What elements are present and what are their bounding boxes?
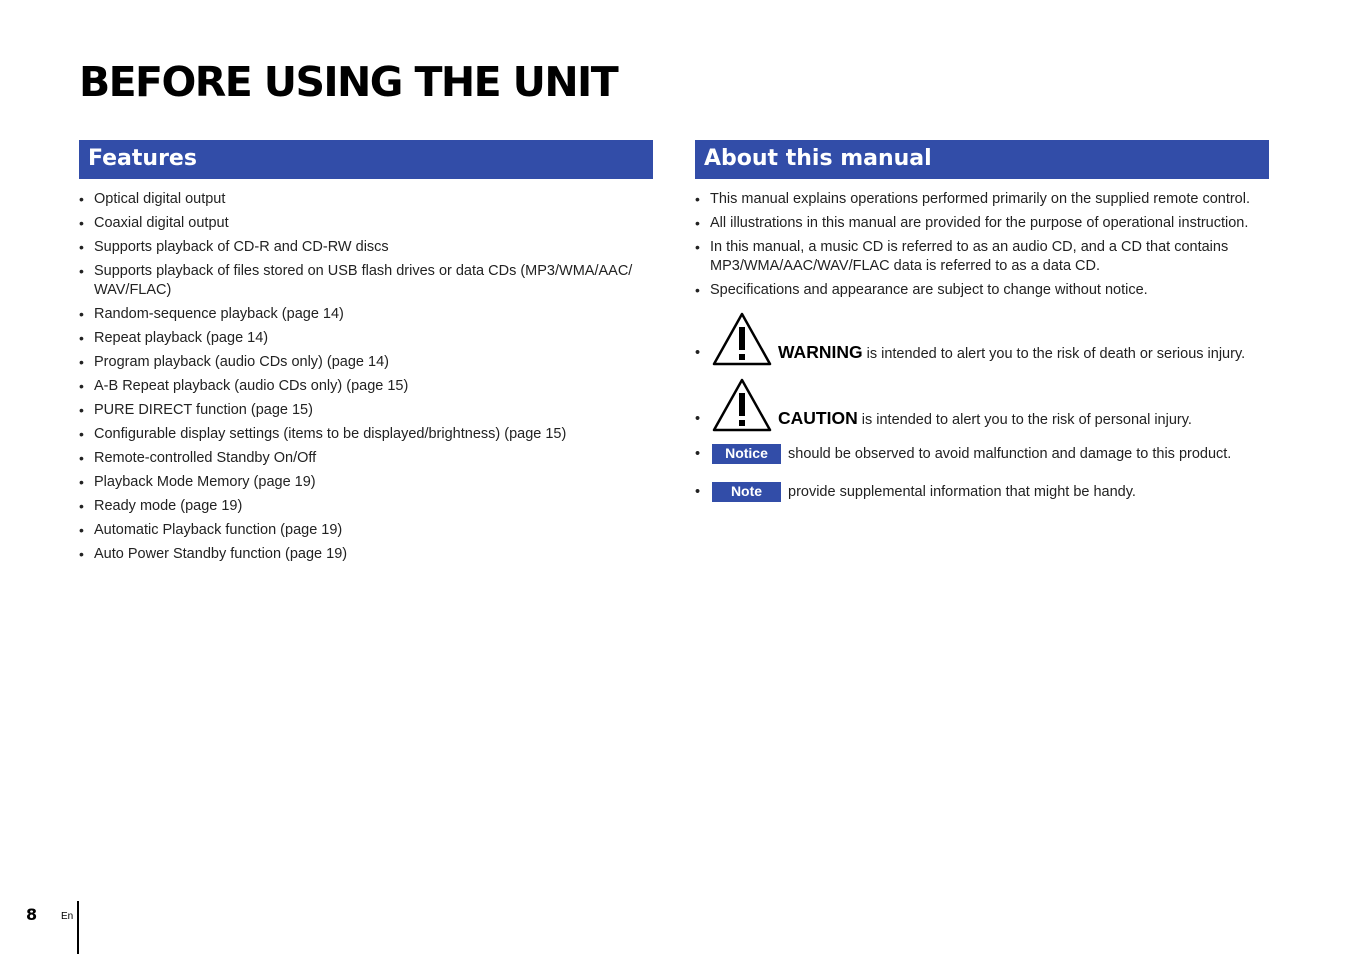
list-item: • Auto Power Standby function (page 19) xyxy=(79,545,653,564)
notice-explanation xyxy=(695,444,1275,466)
list-item: • Specifications and appearance are subject to change without notice. xyxy=(695,281,1275,300)
list-item: • A-B Repeat playback (audio CDs only) (page 15) xyxy=(79,377,653,396)
language-code: En xyxy=(61,911,74,922)
notice-text: should be observed to avoid malfunction and damage to this product. xyxy=(788,446,1232,462)
bullet: • xyxy=(695,411,701,427)
list-item: • Playback Mode Memory (page 19) xyxy=(79,473,653,492)
note-badge: Note xyxy=(712,482,781,502)
list-item: • Optical digital output xyxy=(79,190,653,209)
caution-explanation xyxy=(695,378,1275,434)
page-title: BEFORE USING THE UNIT xyxy=(79,58,618,106)
note-text: provide supplemental information that might be handy. xyxy=(788,484,1136,500)
list-item: • Remote-controlled Standby On/Off xyxy=(79,449,653,468)
list-item: • Supports playback of CD-R and CD-RW discs xyxy=(79,238,653,257)
list-item: • All illustrations in this manual are provided for the purpose of operational instruction. xyxy=(695,214,1275,233)
about-manual-list xyxy=(695,190,1275,305)
list-item: • In this manual, a music CD is referred to as an audio CD, and a CD that contains MP3/WMA/AAC/WAV/FLAC data is referred to as a data CD. xyxy=(695,238,1275,276)
list-item: • This manual explains operations performed primarily on the supplied remote control. xyxy=(695,190,1275,209)
notice-badge: Notice xyxy=(712,444,781,464)
note-explanation xyxy=(695,482,1275,504)
list-item: • Configurable display settings (items to be displayed/brightness) (page 15) xyxy=(79,425,653,444)
warning-triangle-icon xyxy=(712,378,772,432)
page-number: 8 xyxy=(26,905,38,924)
warning-triangle-icon xyxy=(712,312,772,366)
features-list xyxy=(79,190,653,569)
bullet: • xyxy=(695,446,701,462)
warning-text: is intended to alert you to the risk of death or serious injury. xyxy=(866,346,1246,362)
warning-explanation xyxy=(695,312,1275,368)
warning-label: WARNING xyxy=(778,342,863,362)
list-item: • Supports playback of files stored on USB flash drives or data CDs (MP3/WMA/AAC/ WAV/FLAC) xyxy=(79,262,653,300)
list-item: • Repeat playback (page 14) xyxy=(79,329,653,348)
caution-text: is intended to alert you to the risk of personal injury. xyxy=(861,412,1192,428)
list-item: • Automatic Playback function (page 19) xyxy=(79,521,653,540)
list-item: • PURE DIRECT function (page 15) xyxy=(79,401,653,420)
list-item: • Random-sequence playback (page 14) xyxy=(79,305,653,324)
bullet: • xyxy=(695,484,701,500)
list-item: • Coaxial digital output xyxy=(79,214,653,233)
about-manual-section-header: About this manual xyxy=(695,140,1269,179)
features-section-header: Features xyxy=(79,140,653,179)
list-item: • Ready mode (page 19) xyxy=(79,497,653,516)
footer-divider xyxy=(77,901,79,954)
caution-label: CAUTION xyxy=(778,408,858,428)
bullet: • xyxy=(695,345,701,361)
list-item: • Program playback (audio CDs only) (page 14) xyxy=(79,353,653,372)
